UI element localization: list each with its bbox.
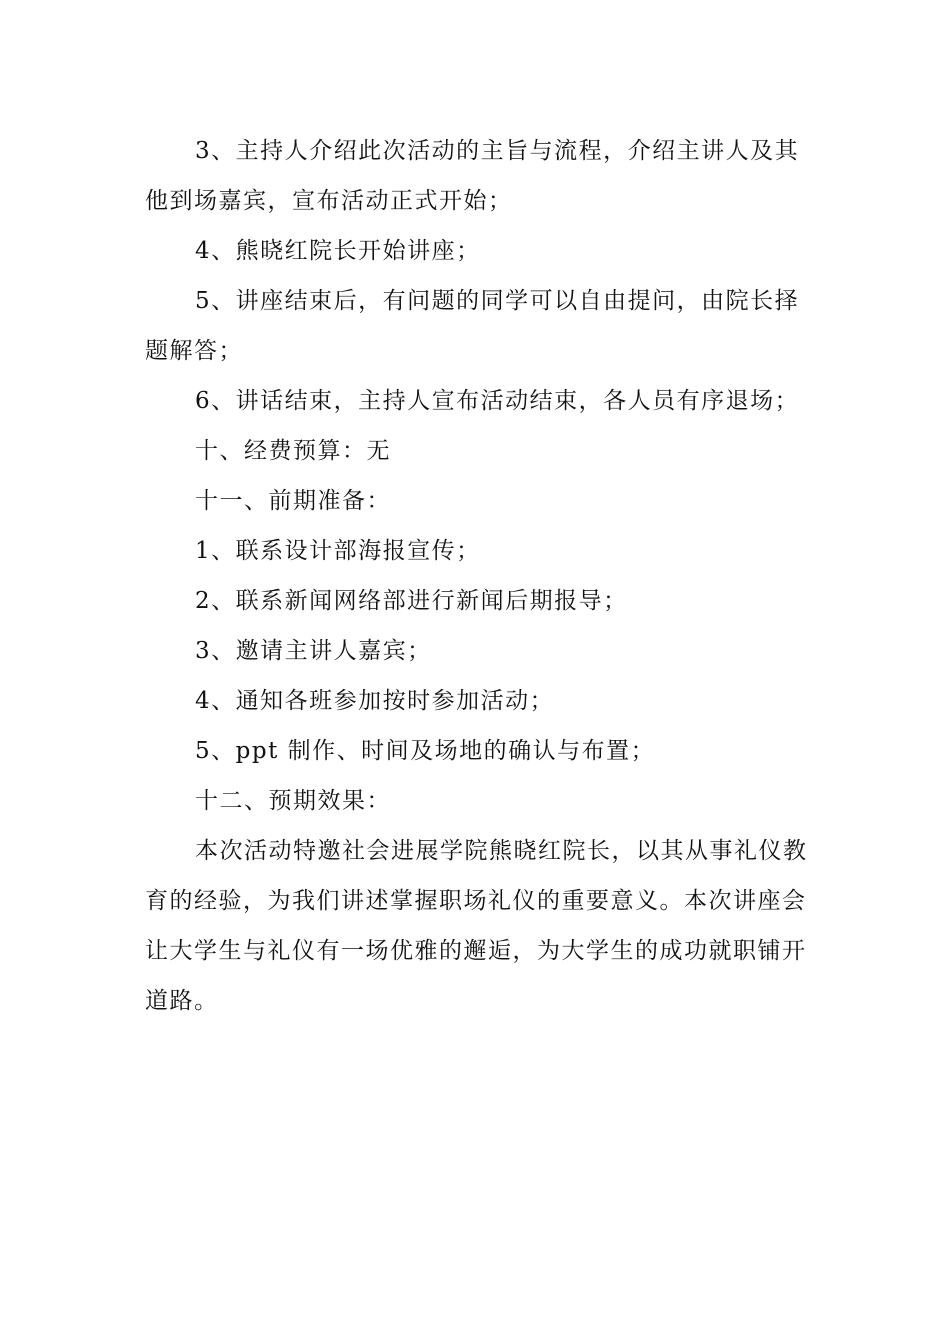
paragraph-expected-effect: 本次活动特邀社会进展学院熊晓红院长，以其从事礼仪教育的经验，为我们讲述掌握职场礼仪的重要意义。本次讲座会让大学生与礼仪有一场优雅的邂逅，为大学生的成功就职铺开道路。 [145,838,808,1014]
prep-item-poster: 1、联系设计部海报宣传； [195,538,481,564]
document-body [145,126,810,1026]
paragraph-step-5-qa: 5、讲座结束后，有问题的同学可以自由提问，由院长择题解答； [145,288,800,364]
prep-item-invite-speaker: 3、邀请主讲人嘉宾； [195,638,432,664]
paragraph-step-3-host-intro: 3、主持人介绍此次活动的主旨与流程，介绍主讲人及其他到场嘉宾，宣布活动正式开始； [145,138,800,214]
section-heading-expected-effect: 十二、预期效果： [195,788,391,814]
paragraph-step-4-lecture-start: 4、熊晓红院长开始讲座； [195,238,481,264]
section-heading-budget: 十、经费预算：无 [195,438,391,464]
section-heading-preparation: 十一、前期准备： [195,488,391,514]
paragraph-step-6-closing: 6、讲话结束，主持人宣布活动结束，各人员有序退场； [195,388,800,414]
prep-item-notify-classes: 4、通知各班参加按时参加活动； [195,688,555,714]
prep-item-news-report: 2、联系新闻网络部进行新闻后期报导； [195,588,628,614]
prep-item-ppt-venue: 5、ppt 制作、时间及场地的确认与布置； [195,738,656,764]
